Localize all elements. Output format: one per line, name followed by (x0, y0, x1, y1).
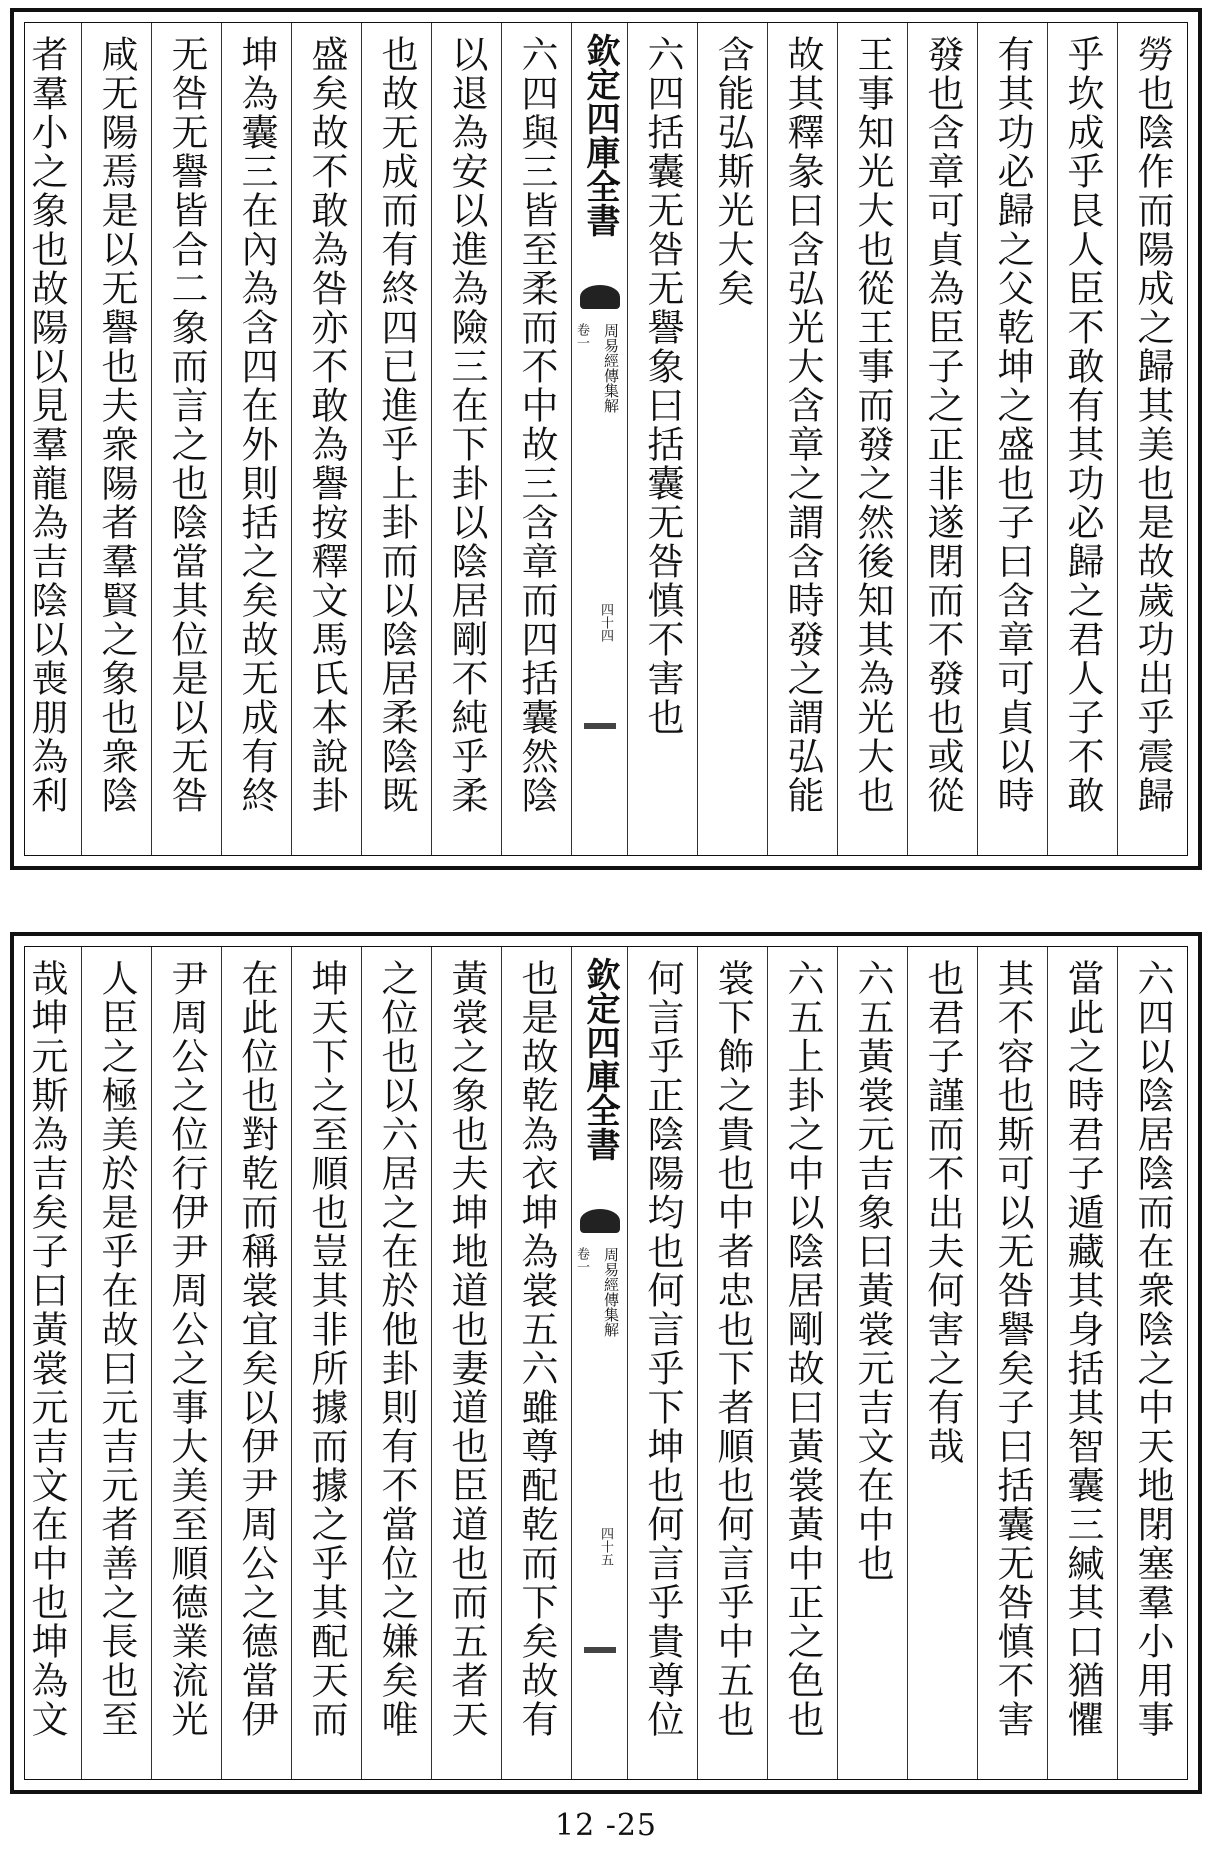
text-column: 人臣之極美於是乎在故曰元吉元者善之長也至 (81, 947, 151, 1779)
book-spine (571, 947, 627, 1779)
text-column: 在此位也對乾而稱裳宜矣以伊尹周公之德當伊 (221, 947, 291, 1779)
text-column: 坤為囊三在內為含四在外則括之矣故无成有終 (221, 23, 291, 855)
text-column: 咸无陽焉是以无譽也夫衆陽者羣賢之象也衆陰 (81, 23, 151, 855)
spine-book-name: 周易經傳集解 (602, 1247, 620, 1337)
text-column: 尹周公之位行伊尹周公之事大美至順德業流光 (151, 947, 221, 1779)
text-column: 无咎无譽皆合二象而言之也陰當其位是以无咎 (151, 23, 221, 855)
spine-volume: 卷一 (574, 323, 589, 349)
text-column: 有其功必歸之父乾坤之盛也子曰含章可貞以時 (977, 23, 1047, 855)
text-column: 乎坎成乎艮人臣不敢有其功必歸之君人子不敢 (1047, 23, 1117, 855)
spine-folio: 四十四 (598, 603, 613, 642)
text-column: 六四括囊无咎无譽象曰括囊无咎慎不害也 (627, 23, 697, 855)
spine-volume: 卷一 (574, 1247, 589, 1273)
text-column: 含能弘斯光大矣 (697, 23, 767, 855)
spine-title: 欽定四庫全書 (580, 33, 620, 237)
spine-title: 欽定四庫全書 (580, 957, 620, 1161)
text-column: 六五黃裳元吉象曰黃裳元吉文在中也 (837, 947, 907, 1779)
text-column: 王事知光大也從王事而發之然後知其為光大也 (837, 23, 907, 855)
text-column: 黃裳之象也夫坤地道也妻道也臣道也而五者天 (431, 947, 501, 1779)
text-column: 之位也以六居之在於他卦則有不當位之嫌矣唯 (361, 947, 431, 1779)
book-spine (571, 23, 627, 855)
upper-page (10, 8, 1202, 870)
text-column: 也君子謹而不出夫何害之有哉 (907, 947, 977, 1779)
text-column: 也故无成而有終四已進乎上卦而以陰居柔陰既 (361, 23, 431, 855)
text-column: 坤天下之至順也豈其非所據而據之乎其配天而 (291, 947, 361, 1779)
text-column: 故其釋彖曰含弘光大含章之謂含時發之謂弘能 (767, 23, 837, 855)
lower-page (10, 932, 1202, 1794)
text-column: 六五上卦之中以陰居剛故曰黃裳黃中正之色也 (767, 947, 837, 1779)
text-column: 裳下飾之貴也中者忠也下者順也何言乎中五也 (697, 947, 767, 1779)
spine-folio: 四十五 (598, 1527, 613, 1566)
text-column: 六四與三皆至柔而不中故三含章而四括囊然陰 (501, 23, 571, 855)
spine-book-name: 周易經傳集解 (602, 323, 620, 413)
text-column: 以退為安以進為險三在下卦以陰居剛不純乎柔 (431, 23, 501, 855)
text-column: 盛矣故不敢為咎亦不敢為譽按釋文馬氏本說卦 (291, 23, 361, 855)
page-number: 12 -25 (554, 1808, 658, 1843)
upper-page-text-frame (24, 22, 1188, 856)
text-column: 者羣小之象也故陽以見羣龍為吉陰以喪朋為利 (25, 35, 68, 815)
text-column: 何言乎正陰陽均也何言乎下坤也何言乎貴尊位 (627, 947, 697, 1779)
text-column: 其不容也斯可以无咎譽矣子曰括囊无咎慎不害 (977, 947, 1047, 1779)
lower-page-text-frame (24, 946, 1188, 1780)
text-column: 勞也陰作而陽成之歸其美也是故歲功出乎震歸 (1117, 23, 1187, 855)
fishtail-ornament-icon (580, 285, 620, 309)
spine-rule-icon (584, 1647, 616, 1653)
fishtail-ornament-icon (580, 1209, 620, 1233)
text-column: 哉坤元斯為吉矣子曰黃裳元吉文在中也坤為文 (25, 959, 68, 1739)
text-column: 六四以陰居陰而在衆陰之中天地閉塞羣小用事 (1117, 947, 1187, 1779)
text-column: 發也含章可貞為臣子之正非遂閉而不發也或從 (907, 23, 977, 855)
text-column: 也是故乾為衣坤為裳五六雖尊配乾而下矣故有 (501, 947, 571, 1779)
text-column: 當此之時君子遁藏其身括其智囊三緘其口猶懼 (1047, 947, 1117, 1779)
spine-rule-icon (584, 723, 616, 729)
